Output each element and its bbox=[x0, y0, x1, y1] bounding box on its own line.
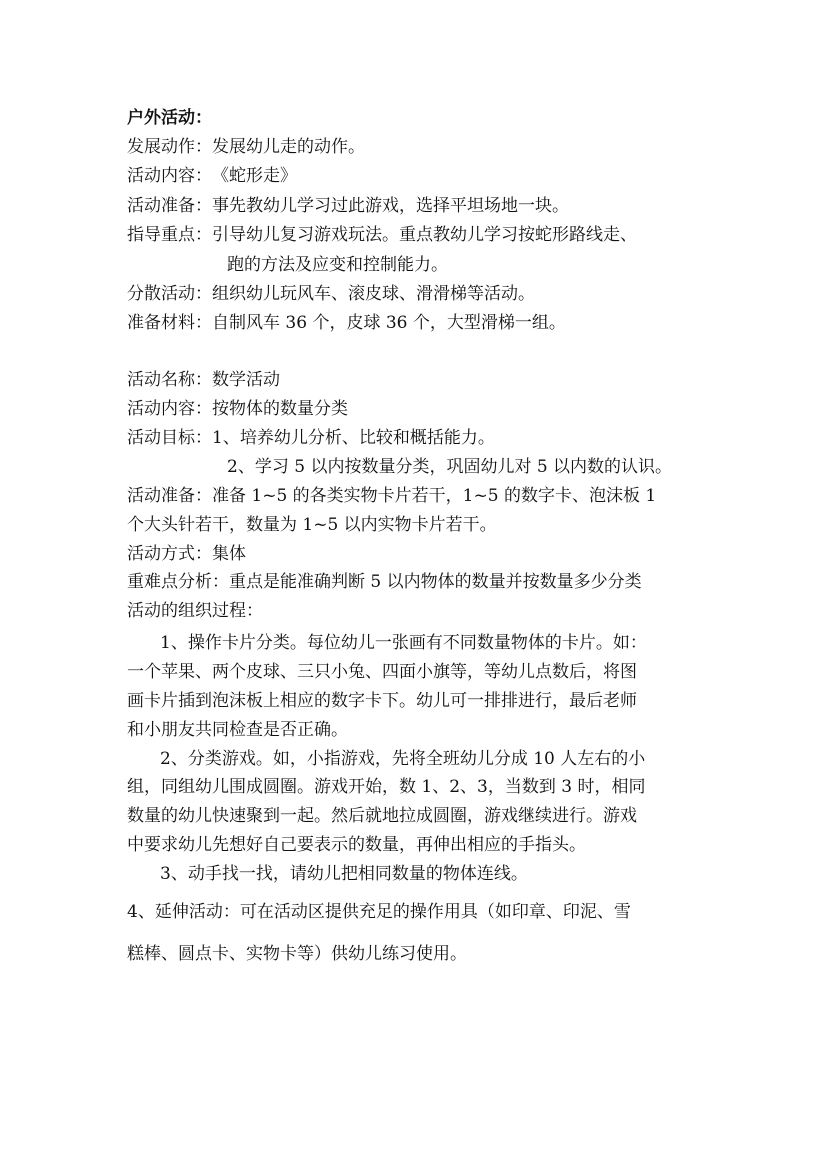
process-line: 2、分类游戏。如，小指游戏，先将全班幼儿分成 10 人左右的小 bbox=[160, 749, 646, 769]
text-line bbox=[127, 282, 535, 306]
line-text: 2、学习 5 以内按数量分类，巩固幼儿对 5 以内数的认识。 bbox=[227, 457, 673, 477]
process-line: 和小朋友共同检查是否正确。 bbox=[127, 720, 348, 740]
text-line bbox=[127, 513, 497, 537]
text-line bbox=[127, 599, 263, 623]
line-text: 集体 bbox=[212, 544, 246, 564]
text-line bbox=[227, 455, 672, 479]
text-line bbox=[127, 484, 656, 508]
line-label: 活动内容： bbox=[127, 166, 212, 186]
process-line: 中要求幼儿先想好自己要表示的数量，再伸出相应的手指头。 bbox=[127, 835, 586, 855]
text-line bbox=[127, 164, 297, 188]
process-line: 数量的幼儿快速聚到一起。然后就地拉成圆圈，游戏继续进行。游戏 bbox=[127, 806, 637, 826]
line-text: 活动的组织过程： bbox=[127, 601, 263, 621]
text-line bbox=[127, 570, 642, 594]
text-line bbox=[127, 311, 566, 335]
line-text: 重点是能准确判断 5 以内物体的数量并按数量多少分类 bbox=[229, 572, 642, 592]
line-text: 《蛇形走》 bbox=[212, 166, 297, 186]
line-text: 组织幼儿玩风车、滚皮球、滑滑梯等活动。 bbox=[212, 284, 535, 304]
extension-line: 糕棒、圆点卡、实物卡等）供幼儿练习使用。 bbox=[127, 944, 467, 964]
line-label: 活动方式： bbox=[127, 544, 212, 564]
line-text: 按物体的数量分类 bbox=[212, 399, 348, 419]
extension-line: 4、延伸活动：可在活动区提供充足的操作用具（如印章、印泥、雪 bbox=[127, 902, 631, 922]
process-line: 一个苹果、两个皮球、三只小兔、四面小旗等，等幼儿点数后，将图 bbox=[127, 662, 637, 682]
text-line bbox=[227, 253, 448, 277]
line-text: 数学活动 bbox=[212, 370, 280, 390]
line-label: 活动准备： bbox=[127, 196, 212, 216]
line-text: 准备 1~5 的各类实物卡片若干，1~5 的数字卡、泡沫板 1 bbox=[212, 486, 657, 506]
text-line bbox=[127, 135, 365, 159]
text-line bbox=[127, 397, 348, 421]
process-line: 1、操作卡片分类。每位幼儿一张画有不同数量物体的卡片。如： bbox=[160, 633, 647, 653]
section-heading: 户外活动： bbox=[127, 108, 212, 128]
line-label: 发展动作： bbox=[127, 137, 212, 157]
line-label: 指导重点： bbox=[127, 225, 212, 245]
line-text: 事先教幼儿学习过此游戏，选择平坦场地一块。 bbox=[212, 196, 569, 216]
text-line bbox=[127, 368, 280, 392]
line-label: 分散活动： bbox=[127, 284, 212, 304]
line-label: 活动内容： bbox=[127, 399, 212, 419]
text-line bbox=[127, 426, 495, 450]
line-text: 发展幼儿走的动作。 bbox=[212, 137, 365, 157]
line-label: 重难点分析： bbox=[127, 572, 229, 592]
line-text: 自制风车 36 个，皮球 36 个，大型滑梯一组。 bbox=[212, 313, 566, 333]
line-text: 1、培养幼儿分析、比较和概括能力。 bbox=[212, 428, 495, 448]
line-text: 引导幼儿复习游戏玩法。重点教幼儿学习按蛇形路线走、 bbox=[212, 225, 637, 245]
process-line: 3、动手找一找，请幼儿把相同数量的物体连线。 bbox=[160, 864, 528, 884]
line-label: 准备材料： bbox=[127, 313, 212, 333]
line-label: 活动目标： bbox=[127, 428, 212, 448]
line-label: 活动准备： bbox=[127, 486, 212, 506]
text-line bbox=[127, 223, 637, 247]
process-line: 画卡片插到泡沫板上相应的数字卡下。幼儿可一排排进行，最后老师 bbox=[127, 691, 637, 711]
text-line bbox=[127, 542, 246, 566]
process-line: 组，同组幼儿围成圆圈。游戏开始，数 1、2、3，当数到 3 时，相同 bbox=[127, 777, 646, 797]
line-text: 个大头针若干，数量为 1~5 以内实物卡片若干。 bbox=[127, 515, 497, 535]
line-text: 跑的方法及应变和控制能力。 bbox=[227, 255, 448, 275]
text-line bbox=[127, 194, 569, 218]
line-label: 活动名称： bbox=[127, 370, 212, 390]
